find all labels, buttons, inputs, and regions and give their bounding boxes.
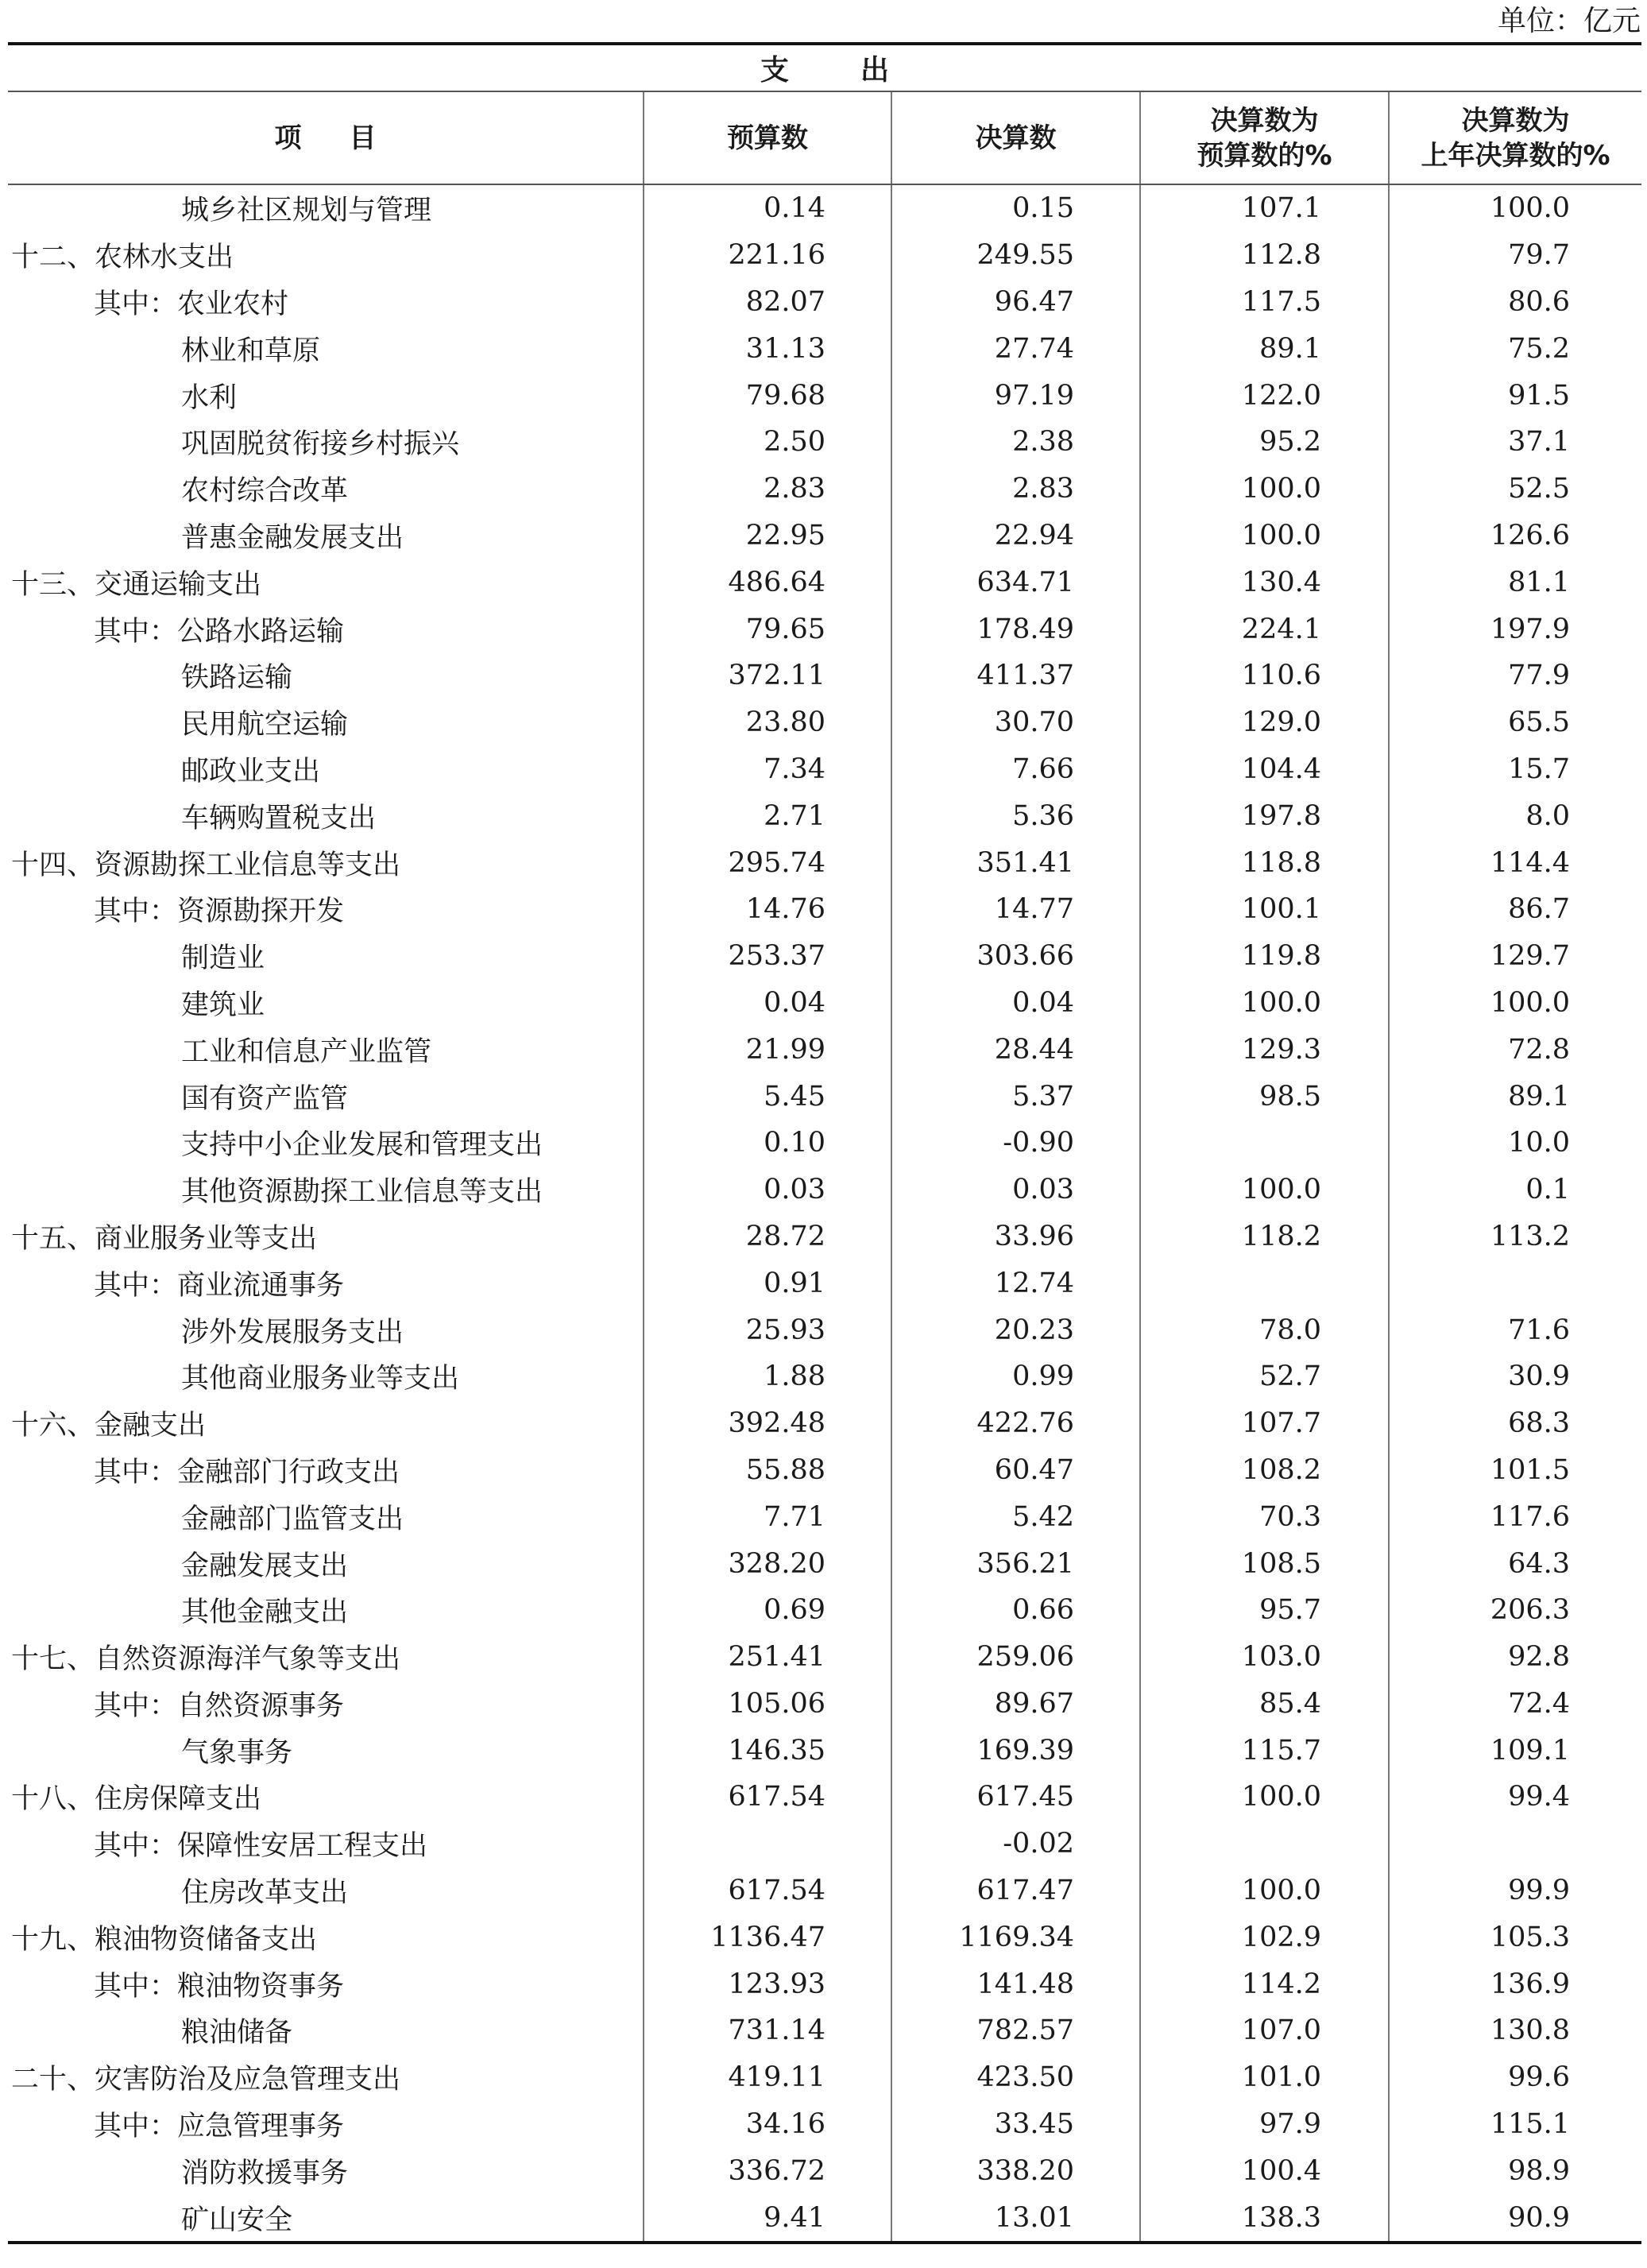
cell-budget: 328.20 xyxy=(644,1540,891,1587)
cell-budget: 0.91 xyxy=(644,1260,891,1306)
table-row xyxy=(8,2054,1641,2101)
table-row xyxy=(8,1960,1641,2007)
cell-pct-prev: 86.7 xyxy=(1389,886,1641,933)
cell-final: 2.83 xyxy=(891,466,1140,513)
cell-pct-prev: 130.8 xyxy=(1389,2007,1641,2054)
cell-item: 气象事务 xyxy=(181,1736,293,1769)
cell-pct-prev: 37.1 xyxy=(1389,419,1641,466)
table-row xyxy=(8,1821,1641,1867)
table-row xyxy=(8,1260,1641,1306)
cell-pct-prev: 105.3 xyxy=(1389,1914,1641,1960)
cell-budget: 21.99 xyxy=(644,1026,891,1073)
table-row xyxy=(8,2007,1641,2054)
cell-item: 水利 xyxy=(181,381,238,414)
cell-final: 617.45 xyxy=(891,1774,1140,1821)
table-row xyxy=(8,184,1641,232)
table-row xyxy=(8,980,1641,1027)
table-row xyxy=(8,466,1641,513)
table-row xyxy=(8,2194,1641,2243)
cell-pct-budget: 110.6 xyxy=(1140,652,1389,699)
cell-item: 十四、资源勘探工业信息等支出 xyxy=(11,849,401,881)
cell-item: 其中：保障性安居工程支出 xyxy=(94,1830,428,1863)
table-header xyxy=(8,44,1641,184)
column-header-row xyxy=(8,91,1641,184)
cell-budget: 14.76 xyxy=(644,886,891,933)
cell-pct-prev: 81.1 xyxy=(1389,559,1641,606)
cell-pct-budget: 129.3 xyxy=(1140,1026,1389,1073)
col-header-pct-budget xyxy=(1140,91,1389,184)
cell-pct-prev: 92.8 xyxy=(1389,1634,1641,1681)
cell-item: 十六、金融支出 xyxy=(11,1410,207,1442)
cell-budget: 1.88 xyxy=(644,1353,891,1400)
cell-pct-prev: 75.2 xyxy=(1389,325,1641,372)
cell-pct-prev xyxy=(1389,1821,1641,1867)
cell-pct-prev: 79.7 xyxy=(1389,232,1641,279)
cell-budget: 731.14 xyxy=(644,2007,891,2054)
cell-pct-prev: 91.5 xyxy=(1389,372,1641,419)
table-row xyxy=(8,1587,1641,1634)
cell-budget: 123.93 xyxy=(644,1960,891,2007)
cell-final: 0.99 xyxy=(891,1353,1140,1400)
cell-item: 建筑业 xyxy=(181,989,265,1021)
table-row xyxy=(8,1681,1641,1728)
cell-final: 20.23 xyxy=(891,1306,1140,1353)
table-row xyxy=(8,1120,1641,1167)
cell-item: 其中：公路水路运输 xyxy=(94,615,345,648)
cell-final: 259.06 xyxy=(891,1634,1140,1681)
cell-final: 97.19 xyxy=(891,372,1140,419)
cell-pct-budget: 138.3 xyxy=(1140,2194,1389,2243)
cell-pct-budget: 224.1 xyxy=(1140,606,1389,652)
table-row xyxy=(8,1774,1641,1821)
col-header-item: 项目 xyxy=(8,91,644,184)
cell-budget: 25.93 xyxy=(644,1306,891,1353)
cell-final: 141.48 xyxy=(891,1960,1140,2007)
col-header-pct-prev-line2: 上年决算数的% xyxy=(1421,139,1610,172)
cell-final: 1169.34 xyxy=(891,1914,1140,1960)
cell-pct-budget: 100.0 xyxy=(1140,1774,1389,1821)
cell-pct-budget: 104.4 xyxy=(1140,746,1389,793)
cell-item: 其中：粮油物资事务 xyxy=(94,1970,345,2003)
cell-budget xyxy=(644,1821,891,1867)
col-header-pct-prev xyxy=(1389,91,1641,184)
cell-final: 0.15 xyxy=(891,184,1140,232)
cell-pct-budget: 100.0 xyxy=(1140,1167,1389,1213)
cell-pct-prev: 197.9 xyxy=(1389,606,1641,652)
cell-pct-prev: 89.1 xyxy=(1389,1073,1641,1120)
table-row xyxy=(8,279,1641,326)
cell-final: 5.37 xyxy=(891,1073,1140,1120)
cell-pct-budget: 107.0 xyxy=(1140,2007,1389,2054)
cell-budget: 336.72 xyxy=(644,2147,891,2194)
cell-pct-prev: 0.1 xyxy=(1389,1167,1641,1213)
cell-budget: 55.88 xyxy=(644,1447,891,1494)
cell-final: 249.55 xyxy=(891,232,1140,279)
cell-pct-prev: 64.3 xyxy=(1389,1540,1641,1587)
cell-final: 178.49 xyxy=(891,606,1140,652)
cell-pct-budget: 119.8 xyxy=(1140,933,1389,980)
cell-pct-budget: 95.2 xyxy=(1140,419,1389,466)
cell-budget: 2.71 xyxy=(644,792,891,839)
cell-final: 0.04 xyxy=(891,980,1140,1027)
table-row xyxy=(8,1634,1641,1681)
section-header-row xyxy=(8,44,1641,91)
cell-item: 农村综合改革 xyxy=(181,475,349,508)
table-row xyxy=(8,1353,1641,1400)
cell-final: 14.77 xyxy=(891,886,1140,933)
cell-item: 铁路运输 xyxy=(181,662,293,695)
cell-item: 车辆购置税支出 xyxy=(181,802,377,834)
cell-item: 其中：金融部门行政支出 xyxy=(94,1456,400,1488)
cell-final: 634.71 xyxy=(891,559,1140,606)
table-row xyxy=(8,1026,1641,1073)
table-row xyxy=(8,839,1641,886)
cell-item: 其中：农业农村 xyxy=(94,288,289,320)
cell-final: 89.67 xyxy=(891,1681,1140,1728)
table-row xyxy=(8,559,1641,606)
cell-item: 十三、交通运输支出 xyxy=(11,568,262,601)
cell-pct-prev: 99.6 xyxy=(1389,2054,1641,2101)
cell-pct-prev: 100.0 xyxy=(1389,980,1641,1027)
cell-budget: 28.72 xyxy=(644,1213,891,1260)
cell-item: 粮油储备 xyxy=(181,2017,293,2049)
cell-final: 28.44 xyxy=(891,1026,1140,1073)
cell-pct-prev: 65.5 xyxy=(1389,699,1641,746)
cell-item: 制造业 xyxy=(181,942,265,975)
cell-budget: 0.03 xyxy=(644,1167,891,1213)
col-header-budget: 预算数 xyxy=(644,91,891,184)
cell-pct-budget: 98.5 xyxy=(1140,1073,1389,1120)
cell-pct-prev: 101.5 xyxy=(1389,1447,1641,1494)
cell-budget: 9.41 xyxy=(644,2194,891,2243)
table-row xyxy=(8,1306,1641,1353)
cell-pct-budget: 130.4 xyxy=(1140,559,1389,606)
cell-final: 617.47 xyxy=(891,1867,1140,1914)
cell-budget: 486.64 xyxy=(644,559,891,606)
cell-pct-prev: 206.3 xyxy=(1389,1587,1641,1634)
cell-pct-prev: 113.2 xyxy=(1389,1213,1641,1260)
cell-final: -0.02 xyxy=(891,1821,1140,1867)
cell-pct-prev: 99.4 xyxy=(1389,1774,1641,1821)
cell-item: 金融部门监管支出 xyxy=(181,1503,404,1535)
table-row xyxy=(8,513,1641,559)
cell-pct-prev: 90.9 xyxy=(1389,2194,1641,2243)
cell-pct-budget: 118.8 xyxy=(1140,839,1389,886)
cell-item: 城乡社区规划与管理 xyxy=(181,195,432,227)
cell-pct-prev: 114.4 xyxy=(1389,839,1641,886)
cell-budget: 2.50 xyxy=(644,419,891,466)
cell-budget: 5.45 xyxy=(644,1073,891,1120)
col-header-pct-budget-line2: 预算数的% xyxy=(1197,139,1332,172)
table-row xyxy=(8,606,1641,652)
cell-final: 423.50 xyxy=(891,2054,1140,2101)
cell-pct-prev: 126.6 xyxy=(1389,513,1641,559)
cell-pct-prev: 129.7 xyxy=(1389,933,1641,980)
cell-final: 22.94 xyxy=(891,513,1140,559)
table-row xyxy=(8,325,1641,372)
cell-pct-budget: 100.0 xyxy=(1140,980,1389,1027)
cell-budget: 372.11 xyxy=(644,652,891,699)
cell-pct-prev: 77.9 xyxy=(1389,652,1641,699)
cell-item: 林业和草原 xyxy=(181,335,321,367)
cell-item: 其中：资源勘探开发 xyxy=(94,896,345,928)
cell-pct-budget xyxy=(1140,1821,1389,1867)
cell-final: 96.47 xyxy=(891,279,1140,326)
cell-budget: 7.34 xyxy=(644,746,891,793)
cell-final: 13.01 xyxy=(891,2194,1140,2243)
cell-budget: 105.06 xyxy=(644,1681,891,1728)
cell-budget: 79.65 xyxy=(644,606,891,652)
cell-budget: 34.16 xyxy=(644,2101,891,2148)
cell-pct-budget: 114.2 xyxy=(1140,1960,1389,2007)
cell-budget: 419.11 xyxy=(644,2054,891,2101)
cell-item: 十二、农林水支出 xyxy=(11,242,234,274)
cell-final: 5.42 xyxy=(891,1493,1140,1540)
cell-item: 邮政业支出 xyxy=(181,755,321,788)
cell-pct-prev xyxy=(1389,1260,1641,1306)
cell-pct-budget: 129.0 xyxy=(1140,699,1389,746)
cell-item: 普惠金融发展支出 xyxy=(181,521,404,554)
cell-item: 其他商业服务业等支出 xyxy=(181,1363,460,1395)
cell-budget: 0.10 xyxy=(644,1120,891,1167)
cell-pct-prev: 115.1 xyxy=(1389,2101,1641,2148)
cell-item: 支持中小企业发展和管理支出 xyxy=(181,1129,543,1162)
cell-final: 351.41 xyxy=(891,839,1140,886)
cell-item: 十七、自然资源海洋气象等支出 xyxy=(11,1643,401,1676)
cell-item: 工业和信息产业监管 xyxy=(181,1035,432,1068)
cell-item: 其中：应急管理事务 xyxy=(94,2111,345,2143)
cell-budget: 22.95 xyxy=(644,513,891,559)
cell-pct-budget: 97.9 xyxy=(1140,2101,1389,2148)
cell-pct-prev: 72.8 xyxy=(1389,1026,1641,1073)
cell-budget: 31.13 xyxy=(644,325,891,372)
cell-final: 60.47 xyxy=(891,1447,1140,1494)
cell-item: 二十、灾害防治及应急管理支出 xyxy=(11,2064,401,2096)
table-row xyxy=(8,2101,1641,2148)
cell-budget: 146.35 xyxy=(644,1727,891,1774)
table-row xyxy=(8,746,1641,793)
cell-pct-budget: 115.7 xyxy=(1140,1727,1389,1774)
cell-final: 33.96 xyxy=(891,1213,1140,1260)
section-header: 支出 xyxy=(8,44,1641,91)
cell-final: 27.74 xyxy=(891,325,1140,372)
cell-budget: 221.16 xyxy=(644,232,891,279)
table-row xyxy=(8,792,1641,839)
cell-pct-budget: 197.8 xyxy=(1140,792,1389,839)
cell-budget: 617.54 xyxy=(644,1867,891,1914)
table-row xyxy=(8,1540,1641,1587)
cell-pct-budget: 100.0 xyxy=(1140,466,1389,513)
cell-item: 民用航空运输 xyxy=(181,709,349,741)
cell-final: 2.38 xyxy=(891,419,1140,466)
table-row xyxy=(8,1914,1641,1960)
cell-pct-prev: 30.9 xyxy=(1389,1353,1641,1400)
table-row xyxy=(8,1447,1641,1494)
cell-item: 其他金融支出 xyxy=(181,1597,349,1629)
cell-item: 其中：自然资源事务 xyxy=(94,1689,345,1722)
cell-pct-prev: 136.9 xyxy=(1389,1960,1641,2007)
cell-pct-budget: 95.7 xyxy=(1140,1587,1389,1634)
cell-final: 0.03 xyxy=(891,1167,1140,1213)
cell-final: 782.57 xyxy=(891,2007,1140,2054)
cell-budget: 295.74 xyxy=(644,839,891,886)
unit-label: 单位：亿元 xyxy=(1497,5,1641,37)
cell-pct-budget: 108.2 xyxy=(1140,1447,1389,1494)
cell-item: 金融发展支出 xyxy=(181,1550,349,1582)
cell-pct-budget: 70.3 xyxy=(1140,1493,1389,1540)
cell-final: -0.90 xyxy=(891,1120,1140,1167)
cell-pct-budget: 100.4 xyxy=(1140,2147,1389,2194)
cell-pct-budget: 108.5 xyxy=(1140,1540,1389,1587)
cell-final: 12.74 xyxy=(891,1260,1140,1306)
cell-final: 338.20 xyxy=(891,2147,1140,2194)
cell-budget: 0.04 xyxy=(644,980,891,1027)
table-row xyxy=(8,699,1641,746)
cell-final: 169.39 xyxy=(891,1727,1140,1774)
cell-pct-budget: 78.0 xyxy=(1140,1306,1389,1353)
table-row xyxy=(8,1400,1641,1447)
cell-pct-budget xyxy=(1140,1120,1389,1167)
cell-pct-prev: 71.6 xyxy=(1389,1306,1641,1353)
table-row xyxy=(8,652,1641,699)
cell-pct-prev: 99.9 xyxy=(1389,1867,1641,1914)
table-row xyxy=(8,1727,1641,1774)
cell-final: 411.37 xyxy=(891,652,1140,699)
cell-pct-prev: 98.9 xyxy=(1389,2147,1641,2194)
cell-pct-budget: 107.7 xyxy=(1140,1400,1389,1447)
cell-budget: 1136.47 xyxy=(644,1914,891,1960)
cell-budget: 2.83 xyxy=(644,466,891,513)
cell-pct-budget: 103.0 xyxy=(1140,1634,1389,1681)
cell-item: 十九、粮油物资储备支出 xyxy=(11,1923,318,1956)
cell-item: 住房改革支出 xyxy=(181,1877,349,1910)
cell-final: 5.36 xyxy=(891,792,1140,839)
cell-budget: 0.69 xyxy=(644,1587,891,1634)
cell-pct-prev: 15.7 xyxy=(1389,746,1641,793)
table-row xyxy=(8,933,1641,980)
table-body xyxy=(8,184,1641,2243)
col-header-pct-budget-line1: 决算数为 xyxy=(1210,104,1319,137)
cell-pct-prev: 72.4 xyxy=(1389,1681,1641,1728)
table-row xyxy=(8,372,1641,419)
table-row xyxy=(8,1213,1641,1260)
cell-pct-prev: 117.6 xyxy=(1389,1493,1641,1540)
cell-item: 十八、住房保障支出 xyxy=(11,1783,262,1816)
col-header-final: 决算数 xyxy=(891,91,1140,184)
cell-pct-prev: 109.1 xyxy=(1389,1727,1641,1774)
cell-item: 涉外发展服务支出 xyxy=(181,1316,404,1349)
cell-pct-budget: 85.4 xyxy=(1140,1681,1389,1728)
cell-budget: 251.41 xyxy=(644,1634,891,1681)
cell-pct-budget: 107.1 xyxy=(1140,184,1389,232)
cell-pct-prev: 80.6 xyxy=(1389,279,1641,326)
cell-final: 422.76 xyxy=(891,1400,1140,1447)
table-row xyxy=(8,1167,1641,1213)
cell-pct-budget: 100.0 xyxy=(1140,513,1389,559)
cell-final: 356.21 xyxy=(891,1540,1140,1587)
cell-budget: 617.54 xyxy=(644,1774,891,1821)
cell-budget: 253.37 xyxy=(644,933,891,980)
cell-item: 巩固脱贫衔接乡村振兴 xyxy=(181,428,460,461)
col-header-pct-prev-line1: 决算数为 xyxy=(1461,104,1570,137)
cell-item: 国有资产监管 xyxy=(181,1082,349,1115)
cell-pct-prev: 52.5 xyxy=(1389,466,1641,513)
cell-pct-budget: 102.9 xyxy=(1140,1914,1389,1960)
table-row xyxy=(8,2147,1641,2194)
cell-pct-budget: 122.0 xyxy=(1140,372,1389,419)
cell-pct-budget: 100.1 xyxy=(1140,886,1389,933)
cell-item: 矿山安全 xyxy=(8,2194,644,2243)
cell-pct-prev: 100.0 xyxy=(1389,184,1641,232)
cell-item: 消防救援事务 xyxy=(181,2157,349,2189)
cell-item: 其他资源勘探工业信息等支出 xyxy=(181,1176,543,1209)
cell-final: 33.45 xyxy=(891,2101,1140,2148)
table-row xyxy=(8,886,1641,933)
cell-item: 十五、商业服务业等支出 xyxy=(11,1222,318,1255)
expenditure-table xyxy=(8,42,1641,2244)
cell-pct-prev: 8.0 xyxy=(1389,792,1641,839)
table-row xyxy=(8,1493,1641,1540)
cell-final: 303.66 xyxy=(891,933,1140,980)
cell-budget: 23.80 xyxy=(644,699,891,746)
cell-pct-budget: 117.5 xyxy=(1140,279,1389,326)
cell-pct-budget: 100.0 xyxy=(1140,1867,1389,1914)
cell-final: 30.70 xyxy=(891,699,1140,746)
table-row xyxy=(8,232,1641,279)
table-row xyxy=(8,419,1641,466)
cell-budget: 392.48 xyxy=(644,1400,891,1447)
cell-pct-budget: 89.1 xyxy=(1140,325,1389,372)
cell-pct-budget: 112.8 xyxy=(1140,232,1389,279)
cell-final: 0.66 xyxy=(891,1587,1140,1634)
cell-item: 其中：商业流通事务 xyxy=(94,1269,345,1302)
cell-pct-prev: 68.3 xyxy=(1389,1400,1641,1447)
cell-budget: 0.14 xyxy=(644,184,891,232)
cell-pct-budget: 101.0 xyxy=(1140,2054,1389,2101)
cell-pct-prev: 10.0 xyxy=(1389,1120,1641,1167)
cell-final: 7.66 xyxy=(891,746,1140,793)
table-row xyxy=(8,1867,1641,1914)
cell-pct-budget: 52.7 xyxy=(1140,1353,1389,1400)
cell-budget: 7.71 xyxy=(644,1493,891,1540)
table-row xyxy=(8,1073,1641,1120)
cell-pct-budget xyxy=(1140,1260,1389,1306)
cell-budget: 79.68 xyxy=(644,372,891,419)
cell-budget: 82.07 xyxy=(644,279,891,326)
cell-pct-budget: 118.2 xyxy=(1140,1213,1389,1260)
